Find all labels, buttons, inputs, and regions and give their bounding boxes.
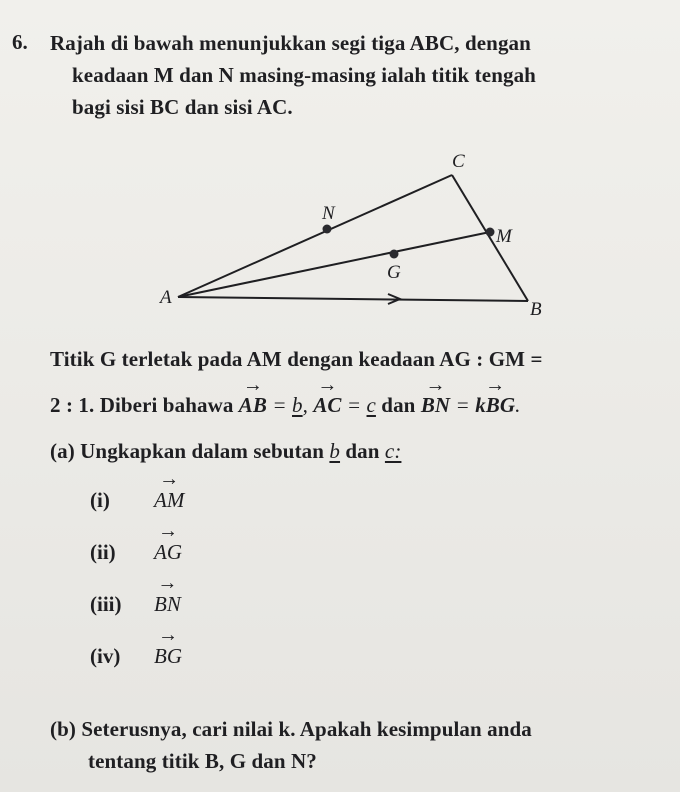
condition-line-1 xyxy=(50,346,543,372)
side-ab xyxy=(178,297,528,301)
point-m-dot xyxy=(486,228,495,237)
dan-text: dan xyxy=(381,393,416,417)
given-text: Diberi bahawa xyxy=(99,393,234,417)
intro-line-1: Rajah di bawah menunjukkan segi tiga ABC, dengan xyxy=(50,31,531,55)
part-b-line-1 xyxy=(50,716,532,742)
question-number: 6. xyxy=(12,30,28,54)
item-ii-label: (ii) xyxy=(90,540,116,564)
part-a-b: b xyxy=(329,439,341,463)
ratio-text: 2 : 1. xyxy=(50,393,95,417)
part-b-text-1: Seterusnya, cari nilai k. Apakah kesimpulan anda xyxy=(81,717,532,741)
side-ac xyxy=(178,175,452,297)
label-m: M xyxy=(496,226,512,247)
item-iii-vector: → BN xyxy=(154,592,181,617)
item-ii-vector: → AG xyxy=(154,540,182,565)
item-i-vector: → AM xyxy=(154,488,184,513)
part-a-line xyxy=(50,438,401,464)
part-a-dan: dan xyxy=(345,439,380,463)
label-n: N xyxy=(322,203,335,224)
vector-ac: → AC xyxy=(313,392,341,418)
label-g: G xyxy=(387,262,401,283)
condition-line-2: 2 : 1. Diberi bahawa → AB = b, → AC = c dan → BN = → kBG. xyxy=(50,392,521,418)
vector-ab: → AB xyxy=(239,392,267,418)
part-a-c: c: xyxy=(384,439,402,463)
intro-line-3: bagi sisi BC dan sisi AC. xyxy=(72,95,293,119)
part-b-label: (b) xyxy=(50,717,76,741)
label-a: A xyxy=(160,287,172,308)
vector-bn: → BN xyxy=(421,392,450,418)
point-n-dot xyxy=(323,225,332,234)
intro-line-2: keadaan M dan N masing-masing ialah titik tengah xyxy=(72,63,536,87)
label-c: C xyxy=(452,151,465,172)
condition-text: Titik G terletak pada AM dengan keadaan AG : GM = xyxy=(50,347,543,371)
part-a-text: Ungkapkan dalam sebutan xyxy=(80,439,325,463)
part-b-line-2: tentang titik B, G dan N? xyxy=(88,749,317,773)
vector-c: c xyxy=(366,393,376,417)
item-i-label: (i) xyxy=(90,488,110,512)
point-g-dot xyxy=(390,250,399,259)
vector-kbg: → kBG xyxy=(475,392,515,418)
label-b: B xyxy=(530,299,542,320)
item-iv-label: (iv) xyxy=(90,644,121,668)
median-am xyxy=(178,232,490,297)
part-a-label: (a) xyxy=(50,439,75,463)
item-iv-vector: → BG xyxy=(154,644,182,669)
item-iii-label: (iii) xyxy=(90,592,122,616)
vector-b: b xyxy=(292,393,303,417)
